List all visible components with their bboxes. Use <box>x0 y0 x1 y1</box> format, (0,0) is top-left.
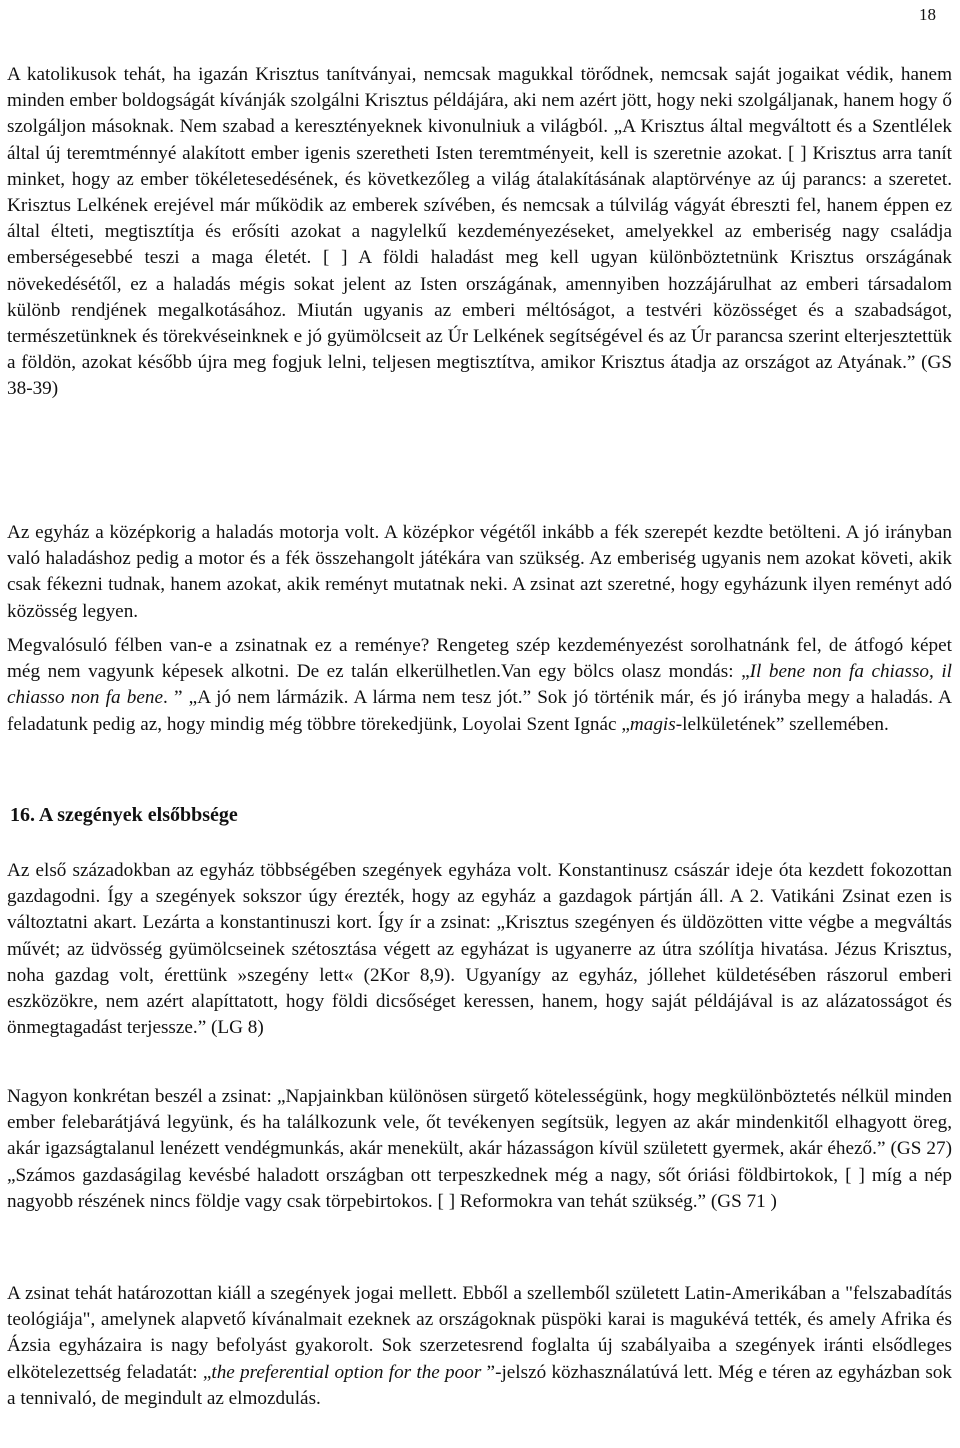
preferential-option-phrase: the preferential option for the poor <box>211 1361 482 1383</box>
paragraph-church-engine-brake: Az egyház a középkorig a haladás motorja volt. A középkor végétől inkább a fék szerepét kezdte betölteni. A jó irányban való haladáshoz pedig a motor és a fék összehangolt játékára van szükség. Az emberiség ugyanis nem azokat követi, akik csak fékezni tudnak, hanem azokat, akik reményt mutatnak neki. A zsinat azt szeretné, hogy egyházunk ilyen reményt adó közösség legyen. <box>7 522 952 622</box>
section-heading: 16. A szegények elsőbbsége <box>10 804 238 826</box>
paragraph-catholics-world: A katolikusok tehát, ha igazán Krisztus tanítványai, nemcsak magukkal törődnek, nemcsak saját jogaikat védik, hanem minden ember boldogságát kívánják szolgálni Krisztus példájára, aki nem azért jött, hogy neki szolgáljanak, hanem hogy ő szolgáljon másoknak. Nem szabad a keresztényeknek kivonulniuk a világból. „A Krisztus által megváltott és a Szentlélek által új teremtménnyé alakított ember igenis szeretheti Isten teremtményeit, kell is szeretnie azokat. [ ] Krisztus arra tanít minket, hogy az ember tökéletesedésének, és következőleg a világ átalakításának alaptörvénye az új parancs: a szeretet. Krisztus Lelkének erejével már működik az emberek szívében, és nemcsak a túlvilág vágyát ébreszti fel, hanem éppen ez által élteti, megtisztítja és erősíti azokat a nagylelkű kezdeményezéseket, amelyekkel az emberiség nagy családja emberségesebbé teszi a maga életét. [ ] A földi haladást meg kell ugyan különböztetnünk Krisztus országának növekedésétől, ez a haladás mégis sokat jelent az Isten országának, amennyiben hozzájárulhat az emberi társadalom különb rendjének megalkotásához. Miután ugyanis az emberi méltóságot, a testvéri közösséget és a szabadságot, természetünknek és törekvéseinknek e jó gyümölcseit az Úr Lelkének segítségével és az Úr parancsa szerint elterjesztettük a földön, azokat később újra meg fogjuk lelni, teljesen megtisztítva, amikor Krisztus átadja az országot az Atyának.” (GS 38-39) <box>7 64 952 400</box>
paragraph-council-hope-text-1: Megvalósuló félben van-e a zsinatnak ez a reménye? Rengeteg szép kezdeményezést sorolhatnánk fel, de átfogó képet még nem vagyunk képesek alkotni. De ez talán elkerülhetlen.Van egy bölcs olasz mondás: „ <box>7 635 952 683</box>
paragraph-council-hope <box>7 633 952 738</box>
italian-saying: Il bene non fa chiasso, il chiasso non fa bene <box>7 661 953 709</box>
paragraph-council-hope-text-3: -lelkületének” szellemében. <box>675 713 889 735</box>
page-number: 18 <box>919 5 936 24</box>
paragraph-council-hope-text-2: . ” „A jó nem lármázik. A lárma nem tesz jót.” Sok jó történik már, és jó irányba megy a haladás. A feladatunk pedig az, hogy mindig még többre törekedjünk, Loyolai Szent Ignác „ <box>7 687 953 735</box>
paragraph-church-of-poor: Az első századokban az egyház többségében szegények egyháza volt. Konstantinusz császár ideje óta kezdett fokozottan gazdagodni. Így a szegények sokszor úgy érezték, hogy az egyház a gazdagok pártján áll. A 2. Vatikáni Zsinat ezen is változtatni akart. Lezárta a konstantinuszi kort. Így ír a zsinat: „Krisztus szegényen és üldözötten vitte végbe a megváltás művét; az üdvösség gyümölcseinek szétosztása végett az egyházat is ugyanerre az útra szólítja hivatása. Jézus Krisztus, noha gazdag volt, érettünk »szegény lett« (2Kor 8,9). Ugyanígy az egyház, jóllehet küldetésében rászorul emberi eszközökre, nem azért alapíttatott, hogy földi dicsőséget keressen, hanem, hogy saját példájával is az alázatosságot és önmegtagadást terjessze.” (LG 8) <box>7 860 952 1039</box>
magis-term: magis <box>629 713 676 735</box>
paragraph-council-concrete: Nagyon konkrétan beszél a zsinat: „Napjainkban különösen sürgető kötelességünk, hogy megkülönböztetés nélkül minden ember felebarátjává legyünk, és ha találkozunk vele, őt tevékenyen segítsük, legyen az akár mindenkitől elhagyott öreg, akár igazságtalanul lenézett vendégmunkás, akár menekült, akár házasságon kívül született gyermek, akár éhező.” (GS 27) „Számos gazdaságilag kevésbé haladott országban ott terpeszkednek még a nagy, sőt óriási földbirtokok, [ ] míg a nép nagyobb részének nincs földje vagy csak törpebirtokos. [ ] Reformokra van tehát szükség.” (GS 71 ) <box>7 1086 952 1212</box>
paragraph-liberation-text-2: ”-jelszó közhasználatúvá lett. Még e téren az egyházban sok a tennivaló, de megindult az elmozdulás. <box>7 1361 952 1409</box>
paragraph-liberation-text-1: A zsinat tehát határozottan kiáll a szegények jogai mellett. Ebből a szellemből született Latin-Amerikában a "felszabadítás teológiája", amelynek alapvető kívánalmait ezeknek az országoknak püspöki karai is magukévá tették, és amely Afrika és Ázsia egyházaira is nagy befolyást gyakorolt. Sok szerzetesrend foglalta új szabályaiba a szegények iránti elsődleges elkötelezettség feladatát: „ <box>7 1283 952 1383</box>
paragraph-liberation-theology <box>7 1281 952 1412</box>
